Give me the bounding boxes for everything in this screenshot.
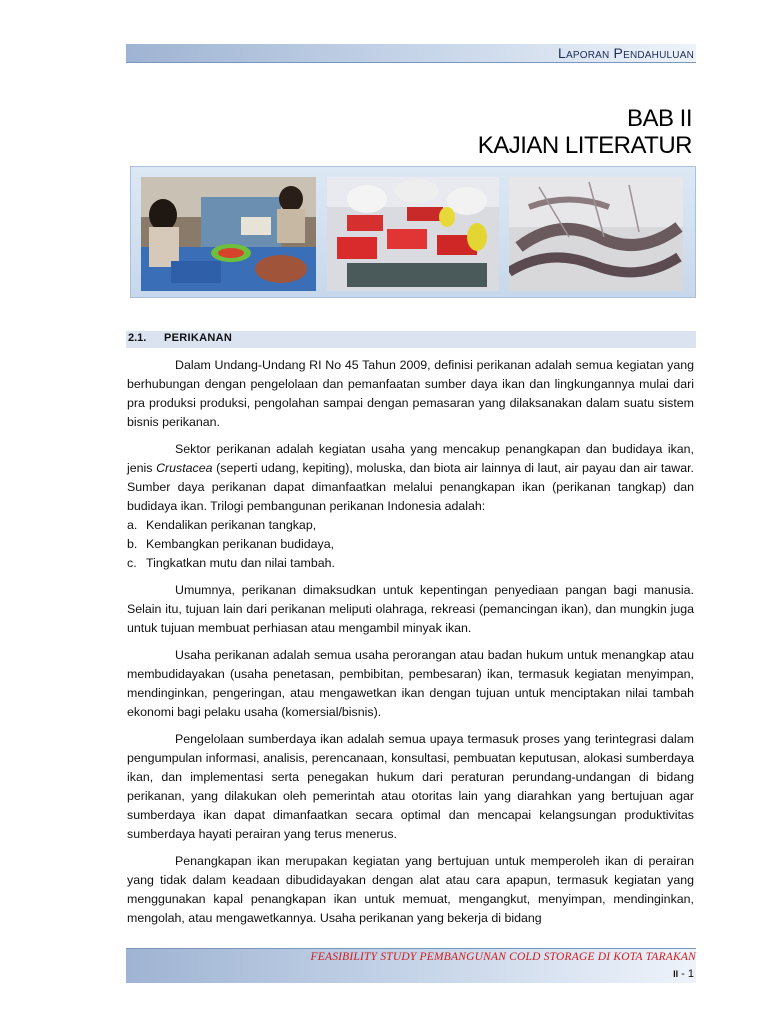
footer-title: FEASIBILITY STUDY PEMBANGUNAN COLD STORAGE DI KOTA TARAKAN: [310, 951, 696, 963]
chapter-title: KAJIAN LITERATUR: [477, 132, 692, 159]
chapter-heading: [478, 106, 692, 160]
list-item: [127, 535, 694, 554]
paragraph-capture: Penangkapan ikan merupakan kegiatan yang bertujuan untuk memperoleh ikan di perairan yang tidak dalam keadaan dibudidayakan dengan alat atau cara apapun, termasuk kegiatan yang menggunakan kapal penangkapan ikan untuk memuat, mengangkut, menyimpan, mendinginkan, mengolah, atau mengawetkannya. Usaha perikanan yang bekerja di bidang: [127, 854, 694, 925]
paragraph-business: Usaha perikanan adalah semua usaha perorangan atau badan hukum untuk menangkap atau membudidayakan (usaha penetasan, pembibitan, pembesaran) ikan, termasuk kegiatan menyimpan, mendinginkan, pengeringan, atau mengawetkan ikan dengan tujuan untuk menciptakan nilai tambah ekonomi bagi pelaku usaha (komersial/bisnis).: [127, 648, 694, 719]
paragraph-management: Pengelolaan sumberdaya ikan adalah semua upaya termasuk proses yang terintegrasi dalam pengumpulan informasi, analisis, perencanaan, konsultasi, pembuatan keputusan, alokasi sumberdaya ikan, dan implementasi serta penegakan hukum dari peraturan perundang-undangan di bidang perikanan, yang dilakukan oleh pemerintah atau otoritas lain yang diarahkan yang bertujuan agar sumberdaya ikan dapat dimanfaatkan secara optimal dan mencapai kelangsungan produktivitas sumberdaya hayati perairan yang terus menerus.: [127, 732, 694, 841]
section-heading-bar: [126, 331, 696, 348]
list-item-label: c.: [127, 556, 137, 570]
chapter-number: BAB II: [626, 105, 692, 132]
paragraph-sector: [127, 440, 694, 516]
list-item-text: Tingkatkan mutu dan nilai tambah.: [146, 556, 335, 570]
section-title: PERIKANAN: [164, 332, 233, 344]
trilogi-list: [127, 516, 694, 573]
page-separator: -: [678, 968, 688, 980]
footer-bar: [126, 948, 696, 983]
paragraph-sector-part-a: Sektor perikanan adalah kegiatan usaha yang mencakup penangkapan dan budidaya ikan, jenis: [127, 442, 694, 475]
photo-fish-processing-workers: [141, 177, 316, 291]
photo-strip: [130, 166, 696, 298]
list-item-text: Kendalikan perikanan tangkap,: [146, 518, 317, 532]
list-item: [127, 516, 694, 535]
photo-shrimp: [509, 177, 683, 291]
photo-sorting-line: [327, 177, 499, 291]
paragraph-sector-part-b: (seperti udang, kepiting), moluska, dan biota air lainnya di laut, air payau dan air tawar. Sumber daya perikanan dapat dimanfaatkan melalui penangkapan ikan (perikanan tangkap) dan budidaya ikan. Trilogi pembangunan perikanan Indonesia adalah:: [127, 461, 694, 513]
list-item-label: b.: [127, 537, 138, 551]
section-number: 2.1.: [128, 332, 147, 344]
header-bar: [126, 44, 696, 63]
page-number: [673, 968, 694, 980]
list-item: [127, 554, 694, 573]
body-text: [127, 356, 694, 928]
paragraph-definition: Dalam Undang-Undang RI No 45 Tahun 2009, definisi perikanan adalah semua kegiatan yang berhubungan dengan pengelolaan dan pemanfaatan sumber daya ikan dan lingkungannya mulai dari pra produksi produksi, pengolahan sampai dengan pemasaran yang dilaksanakan dalam suatu sistem bisnis perikanan.: [127, 358, 694, 429]
list-item-text: Kembangkan perikanan budidaya,: [146, 537, 335, 551]
list-item-label: a.: [127, 518, 138, 532]
header-title: Laporan Pendahuluan: [558, 45, 694, 61]
page-number-value: 1: [687, 968, 694, 980]
page-chapter: II: [673, 969, 679, 979]
paragraph-purpose: Umumnya, perikanan dimaksudkan untuk kepentingan penyediaan pangan bagi manusia. Selain itu, tujuan lain dari perikanan meliputi olahraga, rekreasi (pemancingan ikan), dan mungkin juga untuk tujuan membuat perhiasan atau mengambil minyak ikan.: [127, 583, 694, 635]
paragraph-sector-italic: Crustacea: [156, 461, 213, 475]
